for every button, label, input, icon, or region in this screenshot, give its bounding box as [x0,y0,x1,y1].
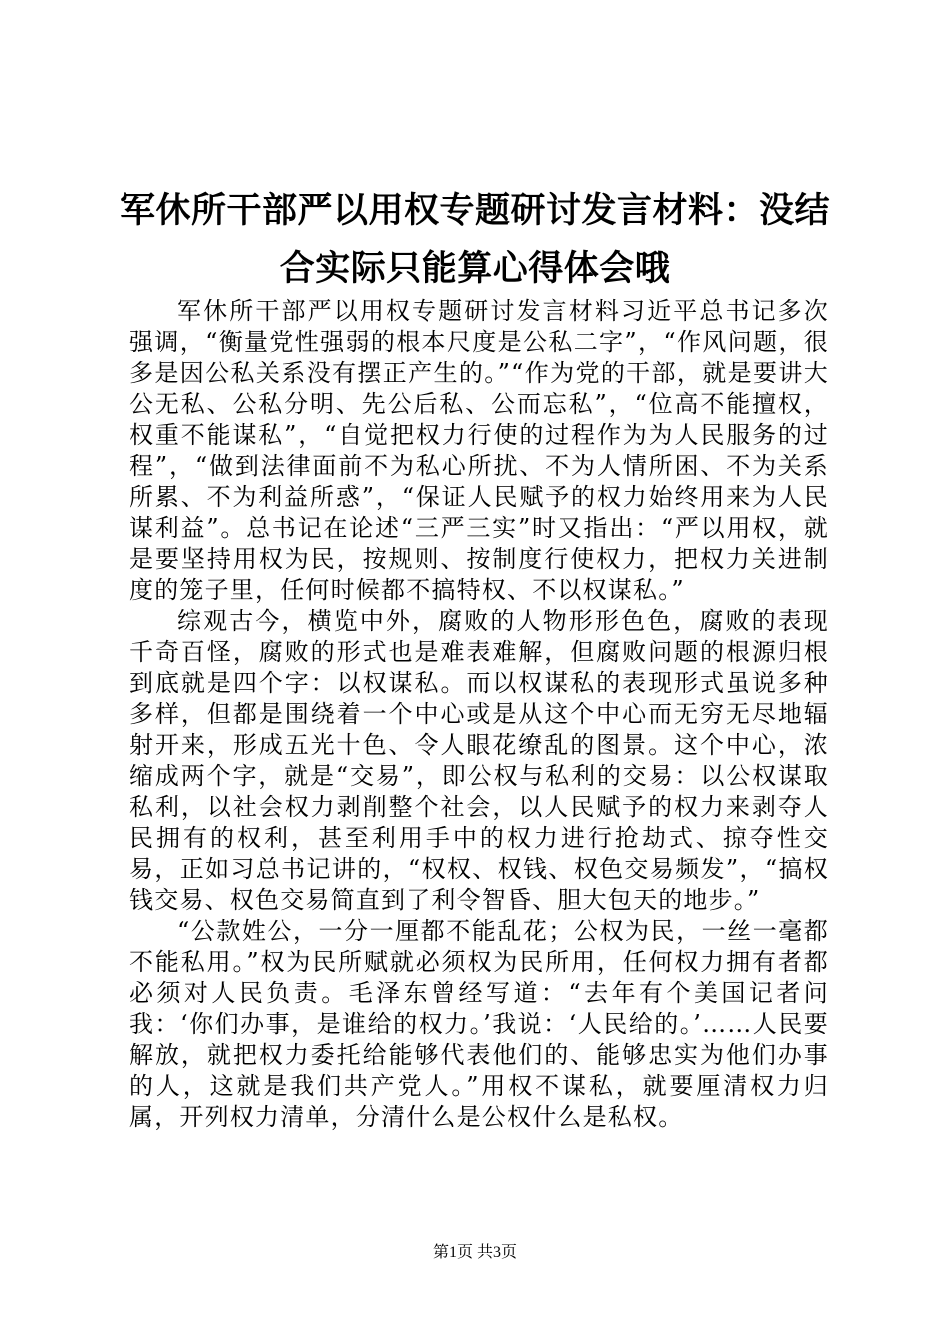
page-number-footer: 第1页 共3页 [432,1244,517,1261]
paragraph: “公款姓公，一分一厘都不能乱花；公权为民，一丝一毫都不能私用。”权为民所赋就必须权为民所用，任何权力拥有者都必须对人民负责。毛泽东曾经写道：“去年有个美国记者问我：‘你们办事，是谁给的权力。’我说：‘人民给的。’……人民要解放，就把权力委托给能够代表他们的、能够忠实为他们办事的人，这就是我们共产党人。”用权不谋私，就要厘清权力归属，开列权力清单，分清什么是公权什么是私权。 [129,917,829,1131]
paragraph: 综观古今，横览中外，腐败的人物形形色色，腐败的表现千奇百怪，腐败的形式也是难表难解，但腐败问题的根源归根到底就是四个字：以权谋私。而以权谋私的表现形式虽说多种多样，但都是围绕着一个中心或是从这个中心而无穷无尽地辐射开来，形成五光十色、令人眼花缭乱的图景。这个中心，浓缩成两个字，就是“交易”，即公权与私利的交易：以公权谋取私利，以社会权力剥削整个社会，以人民赋予的权力来剥夺人民拥有的权利，甚至利用手中的权力进行抢劫式、掠夺性交易，正如习总书记讲的，“权权、权钱、权色交易频发”，“搞权钱交易、权色交易简直到了利令智昏、胆大包天的地步。” [129,607,829,914]
document-title: 军休所干部严以用权专题研讨发言材料：没结合实际只能算心得体会哦 [119,191,830,289]
document-body [129,296,829,1133]
paragraph: 军休所干部严以用权专题研讨发言材料习近平总书记多次强调，“衡量党性强弱的根本尺度是公私二字”，“作风问题，很多是因公私关系没有摆正产生的。”“作为党的干部，就是要讲大公无私、公私分明、先公后私、公而忘私”，“位高不能擅权，权重不能谋私”，“自觉把权力行使的过程作为为人民服务的过程”，“做到法律面前不为私心所扰、不为人情所困、不为关系所累、不为利益所惑”，“保证人民赋予的权力始终用来为人民谋利益”。总书记在论述“三严三实”时又指出：“严以用权，就是要坚持用权为民，按规则、按制度行使权力，把权力关进制度的笼子里，任何时候都不搞特权、不以权谋私。” [129,297,829,604]
